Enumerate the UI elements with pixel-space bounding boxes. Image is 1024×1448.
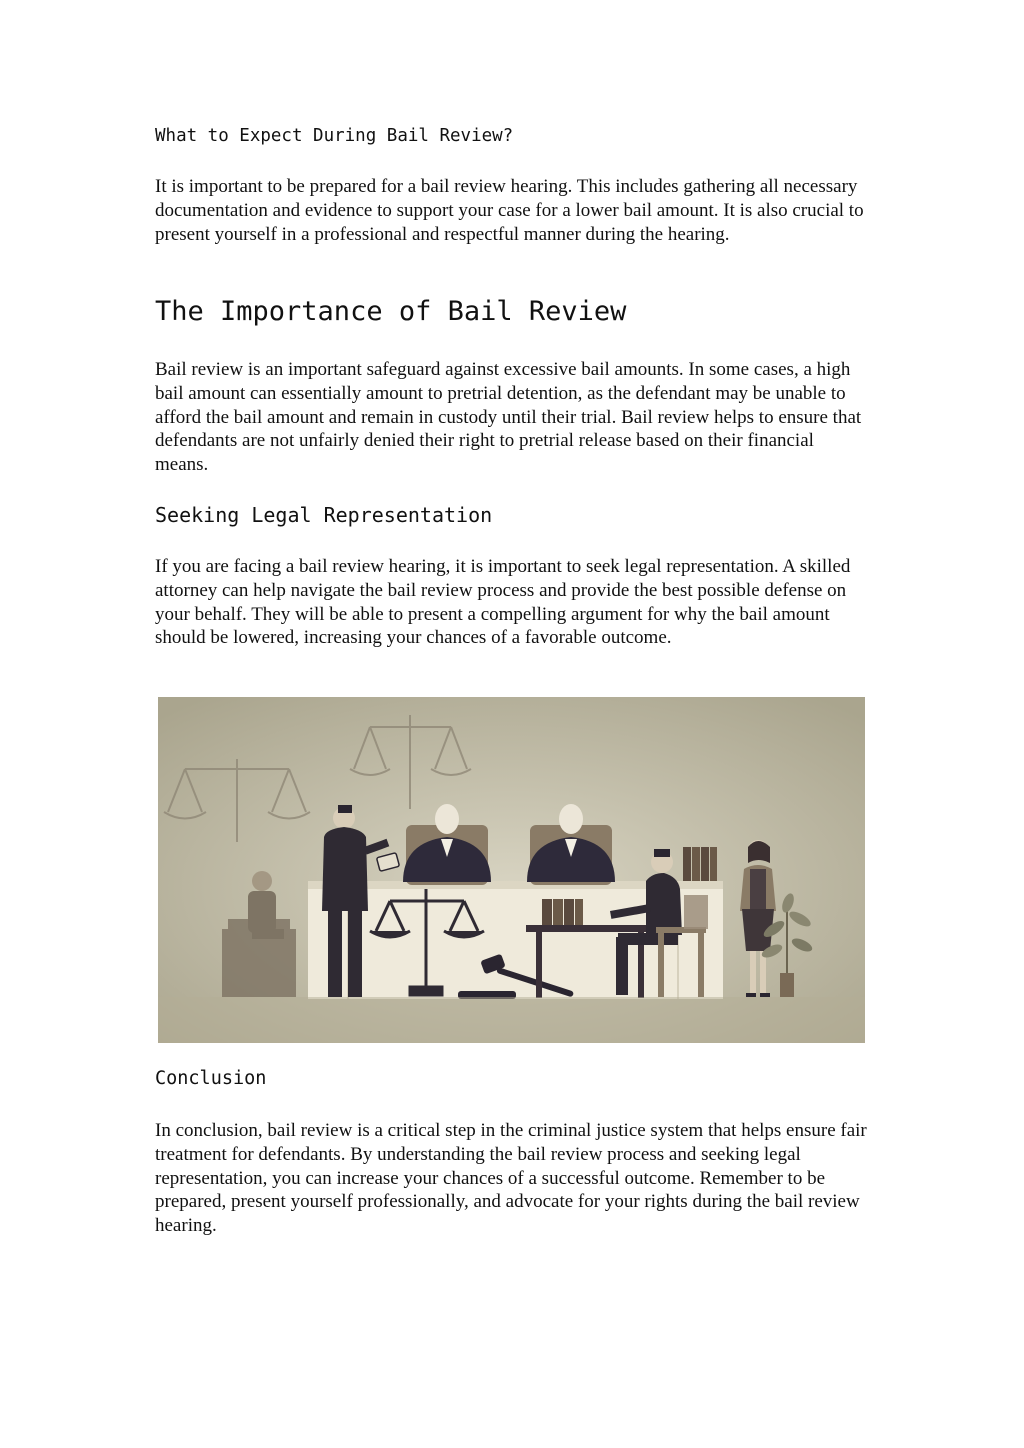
section-paragraph-importance: Bail review is an important safeguard against excessive bail amounts. In some cases, a high bail amount can essentially amount to pretrial detention, as the defendant may be unable to afford the bail amount and remain in custody until their trial. Bail review helps to ensure that defendants are not unfairly denied their right to pretrial release based on their financial means. <box>155 359 862 476</box>
books-stack-icon <box>683 847 717 881</box>
section-heading-conclusion: Conclusion <box>155 1068 267 1089</box>
section-paragraph-conclusion: In conclusion, bail review is a critical step in the criminal justice system that helps ensure fair treatment for defendants. By understanding the bail review process and seeking legal representation, you can increase your chances of a successful outcome. Remember to be prepared, present yourself professionally, and advocate for your rights during the bail review hearing. <box>155 1120 867 1237</box>
section-heading-legal-representation: Seeking Legal Representation <box>155 503 493 527</box>
section-heading-importance: The Importance of Bail Review <box>155 296 627 327</box>
section-heading-what-to-expect: What to Expect During Bail Review? <box>155 126 514 146</box>
section-paragraph-legal-representation: If you are facing a bail review hearing, it is important to seek legal representation. A skilled attorney can help navigate the bail review process and provide the best possible defense on your behalf. They will be able to present a compelling argument for why the bail amount should be lowered, increasing your chances of a favorable outcome. <box>155 556 851 649</box>
floor <box>158 997 865 1043</box>
courtroom-illustration <box>158 697 865 1043</box>
section-paragraph-what-to-expect: It is important to be prepared for a bail review hearing. This includes gathering all necessary documentation and evidence to support your case for a lower bail amount. It is also crucial to present yourself in a professional and respectful manner during the hearing. <box>155 176 864 245</box>
